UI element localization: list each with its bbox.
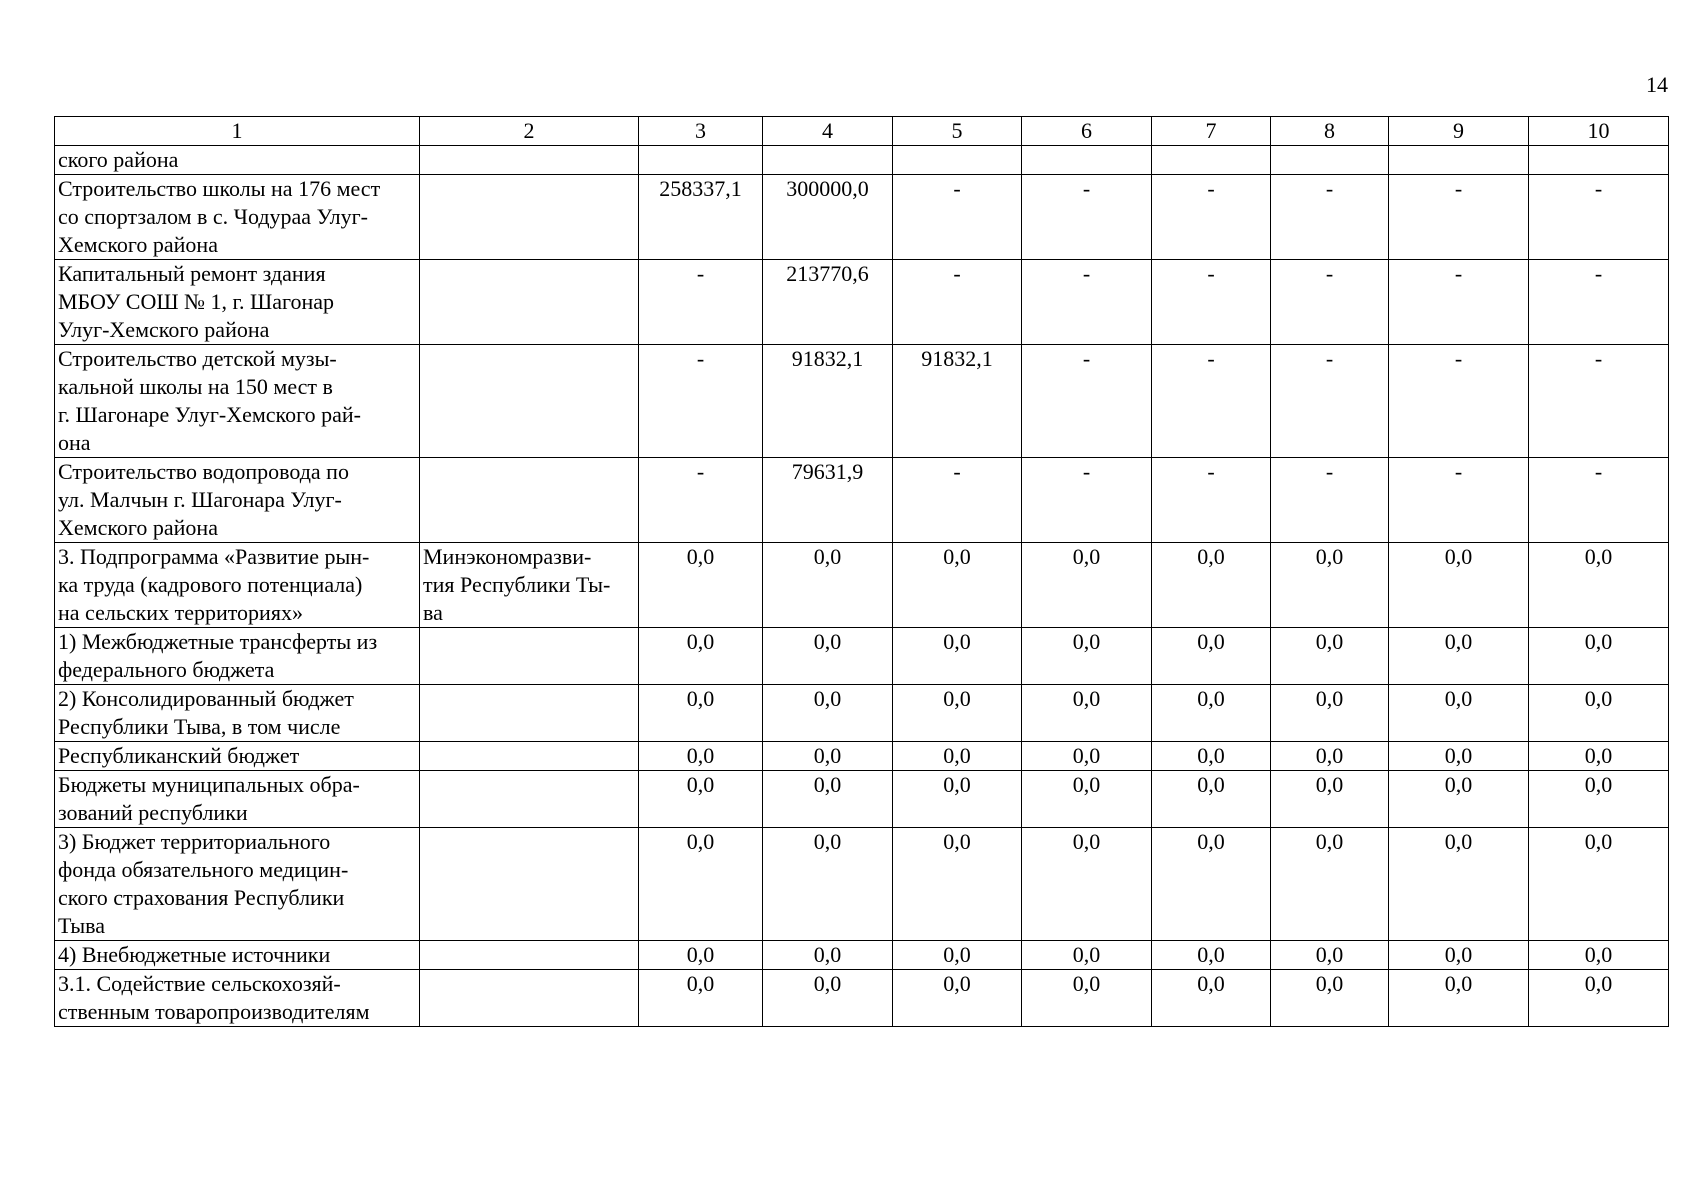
value-cell: 0,0	[1529, 628, 1669, 685]
value-cell: 0,0	[763, 543, 893, 628]
value-cell: -	[1529, 345, 1669, 458]
value-cell: 0,0	[1271, 543, 1389, 628]
value-cell: 213770,6	[763, 260, 893, 345]
responsible-cell	[420, 970, 639, 1027]
value-cell: 0,0	[1529, 941, 1669, 970]
value-cell: 0,0	[1022, 941, 1152, 970]
responsible-cell	[420, 260, 639, 345]
value-cell: 0,0	[763, 970, 893, 1027]
header-row	[55, 117, 1669, 146]
row-name-cell: Строительство детской музы- кальной школы на 150 мест в г. Шагонаре Улуг-Хемского рай- она	[55, 345, 420, 458]
value-cell: 0,0	[1271, 742, 1389, 771]
value-cell: 0,0	[1389, 970, 1529, 1027]
value-cell: -	[893, 175, 1022, 260]
value-cell: 0,0	[1271, 941, 1389, 970]
column-header: 1	[55, 117, 420, 146]
table-row	[55, 941, 1669, 970]
value-cell: 0,0	[1022, 742, 1152, 771]
value-cell	[763, 146, 893, 175]
value-cell: -	[639, 458, 763, 543]
value-cell: 0,0	[1389, 941, 1529, 970]
table-row	[55, 628, 1669, 685]
value-cell	[1152, 146, 1271, 175]
row-name-cell: Капитальный ремонт здания МБОУ СОШ № 1, г. Шагонар Улуг-Хемского района	[55, 260, 420, 345]
table-row	[55, 970, 1669, 1027]
responsible-cell	[420, 345, 639, 458]
value-cell: 0,0	[763, 941, 893, 970]
table-row	[55, 458, 1669, 543]
responsible-cell	[420, 458, 639, 543]
value-cell: 0,0	[639, 685, 763, 742]
value-cell: 0,0	[763, 742, 893, 771]
value-cell: 0,0	[1529, 742, 1669, 771]
value-cell: 0,0	[1529, 828, 1669, 941]
value-cell: 91832,1	[763, 345, 893, 458]
value-cell: 0,0	[639, 941, 763, 970]
value-cell: 0,0	[893, 771, 1022, 828]
value-cell	[1271, 146, 1389, 175]
value-cell: 0,0	[1389, 628, 1529, 685]
table-row	[55, 146, 1669, 175]
row-name-cell: Республиканский бюджет	[55, 742, 420, 771]
value-cell: -	[1389, 175, 1529, 260]
column-header: 2	[420, 117, 639, 146]
value-cell: 91832,1	[893, 345, 1022, 458]
responsible-cell: Минэкономразви- тия Республики Ты- ва	[420, 543, 639, 628]
value-cell: -	[1152, 175, 1271, 260]
value-cell: -	[1152, 458, 1271, 543]
table-row	[55, 828, 1669, 941]
row-name-cell: 3. Подпрограмма «Развитие рын- ка труда (кадрового потенциала) на сельских территориях»	[55, 543, 420, 628]
value-cell: 0,0	[1152, 970, 1271, 1027]
value-cell	[1389, 146, 1529, 175]
row-name-cell: 3) Бюджет территориального фонда обязательного медицин- ского страхования Республики Тыва	[55, 828, 420, 941]
value-cell: 0,0	[1529, 543, 1669, 628]
value-cell: 0,0	[893, 685, 1022, 742]
budget-table	[54, 116, 1669, 1027]
value-cell: 0,0	[1022, 628, 1152, 685]
column-header: 8	[1271, 117, 1389, 146]
value-cell	[639, 146, 763, 175]
row-name-cell: 3.1. Содействие сельскохозяй- ственным товаропроизводителям	[55, 970, 420, 1027]
value-cell: 0,0	[763, 685, 893, 742]
responsible-cell	[420, 771, 639, 828]
value-cell: -	[1271, 260, 1389, 345]
responsible-cell	[420, 941, 639, 970]
value-cell: 0,0	[1022, 543, 1152, 628]
value-cell: 0,0	[763, 628, 893, 685]
responsible-cell	[420, 685, 639, 742]
value-cell: -	[639, 345, 763, 458]
value-cell: 0,0	[1152, 543, 1271, 628]
value-cell: 0,0	[1271, 628, 1389, 685]
value-cell: -	[1389, 260, 1529, 345]
value-cell: 0,0	[1389, 543, 1529, 628]
row-name-cell: ского района	[55, 146, 420, 175]
value-cell: 0,0	[1389, 828, 1529, 941]
value-cell: 0,0	[1271, 685, 1389, 742]
value-cell: 300000,0	[763, 175, 893, 260]
value-cell: 0,0	[1152, 628, 1271, 685]
value-cell: -	[1529, 458, 1669, 543]
value-cell: 0,0	[1271, 828, 1389, 941]
value-cell: 0,0	[1529, 970, 1669, 1027]
column-header: 5	[893, 117, 1022, 146]
value-cell: -	[893, 260, 1022, 345]
value-cell: -	[893, 458, 1022, 543]
table-row	[55, 175, 1669, 260]
row-name-cell: 2) Консолидированный бюджет Республики Тыва, в том числе	[55, 685, 420, 742]
value-cell: 0,0	[1529, 771, 1669, 828]
responsible-cell	[420, 828, 639, 941]
value-cell	[893, 146, 1022, 175]
value-cell: 0,0	[1271, 771, 1389, 828]
column-header: 6	[1022, 117, 1152, 146]
value-cell: 0,0	[1271, 970, 1389, 1027]
table-body	[55, 117, 1669, 1027]
value-cell: 0,0	[1152, 685, 1271, 742]
value-cell: 0,0	[893, 970, 1022, 1027]
value-cell: -	[1022, 345, 1152, 458]
value-cell: 0,0	[893, 543, 1022, 628]
column-header: 7	[1152, 117, 1271, 146]
value-cell	[1022, 146, 1152, 175]
value-cell: -	[1389, 345, 1529, 458]
responsible-cell	[420, 742, 639, 771]
row-name-cell: Бюджеты муниципальных обра- зований республики	[55, 771, 420, 828]
value-cell: -	[639, 260, 763, 345]
column-header: 3	[639, 117, 763, 146]
value-cell: 0,0	[1152, 941, 1271, 970]
page-number: 14	[1646, 72, 1668, 97]
value-cell: 0,0	[1152, 742, 1271, 771]
table-row	[55, 543, 1669, 628]
value-cell: 0,0	[639, 543, 763, 628]
value-cell: 0,0	[1152, 828, 1271, 941]
value-cell: -	[1271, 458, 1389, 543]
responsible-cell	[420, 146, 639, 175]
value-cell: 0,0	[763, 771, 893, 828]
value-cell: -	[1152, 260, 1271, 345]
value-cell: 0,0	[893, 828, 1022, 941]
value-cell: -	[1022, 175, 1152, 260]
row-name-cell: Строительство водопровода по ул. Малчын г. Шагонара Улуг- Хемского района	[55, 458, 420, 543]
value-cell: -	[1529, 260, 1669, 345]
value-cell	[1529, 146, 1669, 175]
value-cell: 0,0	[1389, 771, 1529, 828]
responsible-cell	[420, 175, 639, 260]
row-name-cell: 4) Внебюджетные источники	[55, 941, 420, 970]
table-row	[55, 685, 1669, 742]
value-cell: 0,0	[1022, 970, 1152, 1027]
value-cell: -	[1389, 458, 1529, 543]
value-cell: 0,0	[639, 970, 763, 1027]
value-cell: 0,0	[639, 771, 763, 828]
value-cell: -	[1022, 260, 1152, 345]
value-cell: 0,0	[893, 742, 1022, 771]
value-cell: -	[1529, 175, 1669, 260]
table-row	[55, 771, 1669, 828]
row-name-cell: 1) Межбюджетные трансферты из федерального бюджета	[55, 628, 420, 685]
value-cell: 0,0	[1389, 685, 1529, 742]
value-cell: -	[1271, 345, 1389, 458]
value-cell: 0,0	[1529, 685, 1669, 742]
value-cell: 258337,1	[639, 175, 763, 260]
value-cell: 0,0	[639, 628, 763, 685]
table-row	[55, 260, 1669, 345]
value-cell: 0,0	[893, 628, 1022, 685]
column-header: 4	[763, 117, 893, 146]
value-cell: 0,0	[1152, 771, 1271, 828]
responsible-cell	[420, 628, 639, 685]
value-cell: 0,0	[1022, 771, 1152, 828]
value-cell: 0,0	[639, 828, 763, 941]
value-cell: 0,0	[1389, 742, 1529, 771]
value-cell: -	[1152, 345, 1271, 458]
value-cell: 79631,9	[763, 458, 893, 543]
value-cell: -	[1271, 175, 1389, 260]
value-cell: 0,0	[1022, 828, 1152, 941]
value-cell: 0,0	[639, 742, 763, 771]
column-header: 9	[1389, 117, 1529, 146]
value-cell: 0,0	[763, 828, 893, 941]
column-header: 10	[1529, 117, 1669, 146]
value-cell: 0,0	[1022, 685, 1152, 742]
value-cell: 0,0	[893, 941, 1022, 970]
table-row	[55, 345, 1669, 458]
value-cell: -	[1022, 458, 1152, 543]
row-name-cell: Строительство школы на 176 мест со спортзалом в с. Чодураа Улуг- Хемского района	[55, 175, 420, 260]
table-row	[55, 742, 1669, 771]
